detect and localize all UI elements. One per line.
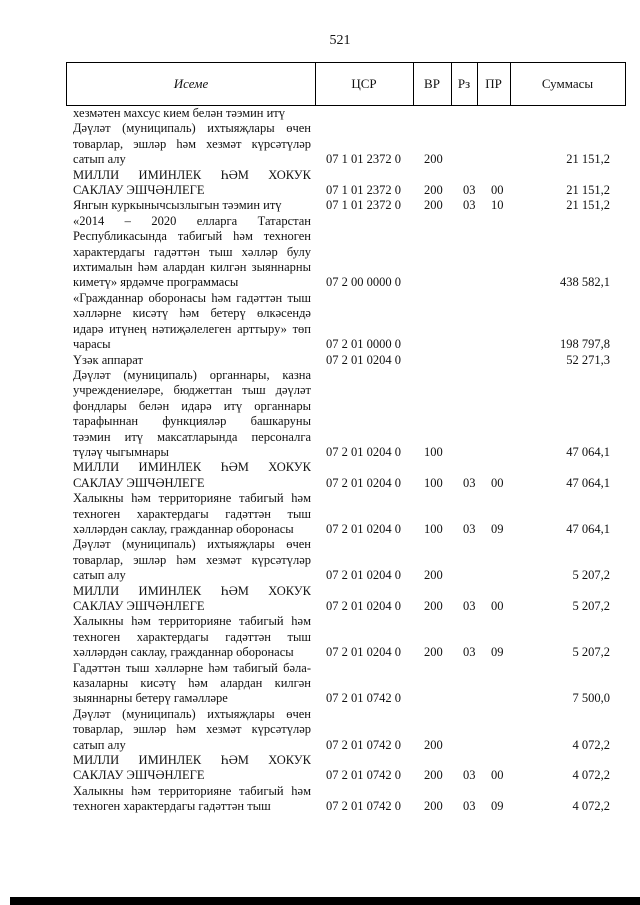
row-sum: 438 582,1 — [560, 275, 610, 290]
row-name-line: сатып алу — [73, 568, 126, 583]
row-name — [73, 614, 311, 660]
row-name-line: Республикасында табигый һәм техноген — [73, 229, 311, 244]
row-name — [73, 168, 311, 199]
row-sum: 4 072,2 — [572, 768, 610, 783]
row-sum: 5 207,2 — [572, 645, 610, 660]
row-vr: 200 — [424, 198, 443, 213]
row-csr: 07 1 01 2372 0 — [326, 152, 401, 167]
row-name — [73, 291, 311, 353]
row-name — [73, 368, 311, 460]
row-name-line: идарә итүнең нәтиҗәлелеген арттыру» төп — [73, 321, 311, 336]
row-vr: 200 — [424, 799, 443, 814]
row-rz: 03 — [463, 521, 476, 536]
row-name-line: товарлар, эшләр һәм хезмәт күрсәтүләр — [73, 722, 311, 737]
row-name-line: Дәүләт (муниципаль) ихтыяҗлары өчен — [73, 121, 311, 136]
row-name-line: САКЛАУ ЭШЧӘНЛЕГЕ — [73, 768, 205, 783]
row-name-line: Халыкны һәм территорияне табигый һәм — [73, 614, 311, 629]
row-name-line: техноген характердагы гадәттән тыш — [73, 506, 311, 521]
row-vr: 100 — [424, 521, 443, 536]
row-sum: 52 271,3 — [566, 352, 610, 367]
header-vr: ВР — [413, 63, 452, 105]
row-sum: 21 151,2 — [566, 198, 610, 213]
row-sum: 4 072,2 — [572, 799, 610, 814]
row-csr: 07 1 01 2372 0 — [326, 183, 401, 198]
row-name-line: МИЛЛИ ИМИНЛЕК ҺӘМ ХОКУК — [73, 753, 311, 768]
row-sum: 198 797,8 — [560, 337, 610, 352]
table-row — [73, 537, 618, 583]
row-vr: 200 — [424, 737, 443, 752]
row-name — [73, 661, 311, 707]
row-name — [73, 537, 311, 583]
row-rz: 03 — [463, 475, 476, 490]
row-sum: 21 151,2 — [566, 152, 610, 167]
table-row — [73, 291, 618, 353]
row-pr: 09 — [491, 521, 504, 536]
row-csr: 07 2 01 0000 0 — [326, 337, 401, 352]
header-pr: ПР — [477, 63, 511, 105]
header-sum: Суммасы — [541, 76, 594, 91]
table-row — [73, 661, 618, 707]
row-pr: 10 — [491, 198, 504, 213]
row-pr: 00 — [491, 183, 504, 198]
row-sum: 47 064,1 — [566, 521, 610, 536]
table-row — [73, 198, 618, 213]
row-name-line: фондлары белән идарә итү органнары — [73, 398, 311, 413]
row-name-line: характердагы гадәттән тыш хәлләр булу — [73, 244, 311, 259]
row-name-line: киметү» ярдәмче программасы — [73, 275, 239, 290]
row-name-line: зыяннарны бетерү гамәлләре — [73, 691, 228, 706]
table-row — [73, 753, 618, 784]
row-name-line: МИЛЛИ ИМИНЛЕК ҺӘМ ХОКУК — [73, 460, 311, 475]
table-row — [73, 460, 618, 491]
row-name-line: техноген характердагы гадәттән тыш — [73, 629, 311, 644]
header-csr: ЦСР — [315, 63, 414, 105]
row-name-line: Дәүләт (муниципаль) органнары, казна — [73, 367, 311, 382]
row-csr: 07 2 01 0742 0 — [326, 691, 401, 706]
row-csr: 07 2 01 0204 0 — [326, 475, 401, 490]
row-name-line: Халыкны һәм территорияне табигый һәм — [73, 783, 311, 798]
table-row — [73, 584, 618, 615]
row-name-line: учреждениеләре, бюджеттан тыш дәүләт — [73, 383, 311, 398]
row-name-line: казаларны кисәтү һәм алардан килгән — [73, 676, 311, 691]
row-name-line: Дәүләт (муниципаль) ихтыяҗлары өчен — [73, 706, 311, 721]
row-csr: 07 2 01 0204 0 — [326, 599, 401, 613]
row-name — [73, 707, 311, 753]
table-row — [73, 121, 618, 167]
row-rz: 03 — [463, 645, 476, 660]
table-row — [73, 106, 618, 121]
row-pr: 00 — [491, 475, 504, 490]
row-name-line: тарафыннан функцияләр башкаруны — [73, 414, 311, 429]
row-name-line: хәлләрдән саклау, гражданнар оборонасы — [73, 645, 294, 660]
row-name — [73, 214, 311, 291]
row-vr: 200 — [424, 645, 443, 660]
table-row — [73, 784, 618, 815]
row-rz: 03 — [463, 799, 476, 814]
row-csr: 07 2 01 0742 0 — [326, 737, 401, 752]
row-name-line: «Гражданнар оборонасы һәм гадәттән тыш — [73, 290, 311, 305]
row-name-line: САКЛАУ ЭШЧӘНЛЕГЕ — [73, 475, 205, 490]
row-name — [73, 353, 311, 368]
row-name-line: ихтималын һәм алардан килгән зыяннарны — [73, 260, 311, 275]
table-header — [66, 62, 626, 106]
row-pr: 00 — [491, 768, 504, 783]
row-csr: 07 1 01 2372 0 — [326, 198, 401, 213]
row-name-line: чарасы — [73, 337, 111, 352]
page-number: 521 — [329, 33, 351, 48]
row-vr: 200 — [424, 152, 443, 167]
row-rz: 03 — [463, 599, 476, 613]
row-rz: 03 — [463, 768, 476, 783]
table-row — [73, 353, 618, 368]
row-csr: 07 2 01 0204 0 — [326, 645, 401, 660]
row-name — [73, 198, 311, 213]
row-pr: 09 — [491, 645, 504, 660]
table-row — [73, 368, 618, 460]
row-sum: 7 500,0 — [572, 691, 610, 706]
row-name-line: САКЛАУ ЭШЧӘНЛЕГЕ — [73, 599, 205, 613]
row-name — [73, 460, 311, 491]
row-vr: 100 — [424, 475, 443, 490]
table-row — [73, 491, 618, 537]
row-name-line: МИЛЛИ ИМИНЛЕК ҺӘМ ХОКУК — [73, 167, 311, 182]
row-name-line: Янгын куркынычсызлыгын тәэмин итү — [73, 198, 282, 213]
header-rz: Рз — [451, 63, 478, 105]
row-sum: 47 064,1 — [566, 475, 610, 490]
row-vr: 100 — [424, 444, 443, 459]
table-body — [73, 106, 618, 815]
row-csr: 07 2 00 0000 0 — [326, 275, 401, 290]
row-name-line: хәлләрдән саклау, гражданнар оборонасы — [73, 521, 294, 536]
table-row — [73, 168, 618, 199]
row-name-line: сатып алу — [73, 152, 126, 167]
row-name-line: сатып алу — [73, 737, 126, 752]
row-name-line: хезмәтен махсус кием белән тәэмин итү — [73, 106, 286, 120]
row-vr: 200 — [424, 599, 443, 613]
row-name-line: Гадәттән тыш хәлләрне һәм табигый бәла- — [73, 660, 311, 675]
row-name — [73, 784, 311, 815]
row-pr: 00 — [491, 599, 504, 613]
row-name-line: САКЛАУ ЭШЧӘНЛЕГЕ — [73, 183, 205, 198]
row-name-line: тәэмин итү максатларында персоналга — [73, 429, 311, 444]
row-name-line: хәлләрне кисәтү һәм бетерү өлкәсендә — [73, 306, 311, 321]
row-sum: 4 072,2 — [572, 737, 610, 752]
row-name — [73, 584, 311, 615]
row-name-line: Халыкны һәм территорияне табигый һәм — [73, 491, 311, 506]
row-name-line: товарлар, эшләр һәм хезмәт күрсәтүләр — [73, 136, 311, 151]
row-sum: 5 207,2 — [572, 599, 610, 613]
scan-edge — [10, 897, 640, 905]
row-name — [73, 106, 311, 121]
row-vr: 200 — [424, 568, 443, 583]
row-name-line: түләү чыгымнары — [73, 444, 169, 459]
row-sum: 21 151,2 — [566, 183, 610, 198]
row-csr: 07 2 01 0204 0 — [326, 444, 401, 459]
row-vr: 200 — [424, 768, 443, 783]
row-name-line: техноген характердагы гадәттән тыш — [73, 799, 271, 814]
row-name — [73, 753, 311, 784]
row-name-line: Үзәк аппарат — [73, 352, 143, 367]
row-pr: 09 — [491, 799, 504, 814]
row-name-line: товарлар, эшләр һәм хезмәт күрсәтүләр — [73, 552, 311, 567]
table-row — [73, 614, 618, 660]
row-name — [73, 491, 311, 537]
row-rz: 03 — [463, 198, 476, 213]
table-row — [73, 707, 618, 753]
row-sum: 5 207,2 — [572, 568, 610, 583]
row-name-line: МИЛЛИ ИМИНЛЕК ҺӘМ ХОКУК — [73, 583, 311, 598]
row-csr: 07 2 01 0742 0 — [326, 799, 401, 814]
table-row — [73, 214, 618, 291]
row-csr: 07 2 01 0204 0 — [326, 521, 401, 536]
row-csr: 07 2 01 0204 0 — [326, 352, 401, 367]
row-sum: 47 064,1 — [566, 444, 610, 459]
row-rz: 03 — [463, 183, 476, 198]
row-name-line: Дәүләт (муниципаль) ихтыяҗлары өчен — [73, 537, 311, 552]
row-name — [73, 121, 311, 167]
header-name: Исеме — [67, 63, 316, 105]
row-csr: 07 2 01 0742 0 — [326, 768, 401, 783]
row-name-line: «2014 – 2020 елларга Татарстан — [73, 213, 311, 228]
row-vr: 200 — [424, 183, 443, 198]
row-csr: 07 2 01 0204 0 — [326, 568, 401, 583]
